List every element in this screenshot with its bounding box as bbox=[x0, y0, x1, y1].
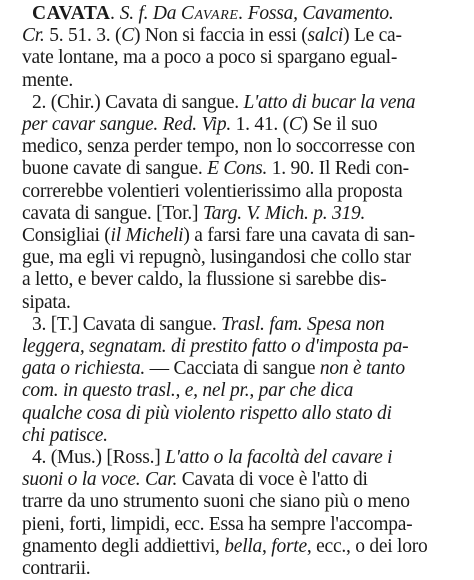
sense-2-line-2 bbox=[22, 114, 464, 136]
definition: leggera, segnatam. di prestito fatto o d'imposta pa- bbox=[22, 336, 409, 358]
etymon: Cavare bbox=[180, 3, 239, 24]
text: cavata di sangue. [Tor.] bbox=[22, 202, 203, 224]
text: Cavata di voce è l'atto di bbox=[177, 469, 368, 491]
sense-3-line-5 bbox=[22, 403, 464, 425]
text: buone cavate di sangue. bbox=[22, 158, 208, 180]
sense-2-line-6 bbox=[22, 203, 464, 225]
text: ) Non si faccia in essi ( bbox=[133, 25, 308, 47]
definition: gata o richiesta. bbox=[22, 358, 146, 380]
sense-4-line-3: trarre da uno strumento suoni che siano più o meno bbox=[22, 491, 410, 513]
sense-2-line-4 bbox=[22, 158, 464, 180]
sense-4-line-1 bbox=[22, 447, 464, 469]
sense-2-line-3: medico, senza perder tempo, non lo soccorresse con bbox=[22, 136, 416, 158]
definition: Trasl. fam. Spesa non bbox=[221, 313, 385, 335]
text: non è tanto bbox=[319, 358, 405, 380]
sense-2-line-7 bbox=[22, 225, 464, 247]
text: Consigliai ( bbox=[22, 225, 111, 247]
text: ) Se il suo bbox=[301, 114, 378, 136]
definition: L'atto o la facoltà del cavare i bbox=[165, 447, 393, 469]
sense-3-line-2 bbox=[22, 336, 464, 358]
entry-line-1 bbox=[22, 3, 464, 25]
definition: L'atto di bucar la vena bbox=[243, 91, 416, 113]
sense-3-line-4 bbox=[22, 380, 464, 402]
text: forte bbox=[271, 535, 307, 557]
text: salci bbox=[307, 25, 344, 47]
text: C bbox=[121, 25, 134, 47]
sense-label: 4. (Mus.) [Ross.] bbox=[32, 447, 166, 469]
grammar-label: . S. f. Da bbox=[110, 3, 181, 24]
source-ref: Cr. bbox=[22, 25, 45, 47]
sense-3-line-6 bbox=[22, 425, 464, 447]
sense-4-line-6: contrarii. bbox=[22, 558, 91, 580]
sense-4-line-2 bbox=[22, 469, 464, 491]
text: qualche cosa di più violento rispetto allo stato di bbox=[22, 402, 392, 424]
definition: . Fossa, Cavamento. bbox=[238, 3, 394, 24]
text: C bbox=[288, 114, 302, 136]
sense-3-line-3 bbox=[22, 358, 464, 380]
entry-line-4: mente. bbox=[22, 69, 74, 91]
sense-2-line-5: correrebbe volentieri volentierissimo alla proposta bbox=[22, 180, 403, 202]
text: bella bbox=[224, 535, 263, 557]
text: , bbox=[262, 535, 272, 557]
sense-4-line-5 bbox=[22, 536, 464, 558]
definition: per cavar sangue. Red. Vip. bbox=[22, 114, 231, 136]
text: il Micheli bbox=[110, 225, 184, 247]
entry-line-2 bbox=[22, 25, 464, 47]
sense-2-line-1 bbox=[22, 92, 464, 114]
sense-2-line-10: sipata. bbox=[22, 291, 71, 313]
text: chi patisce. bbox=[22, 424, 108, 446]
headword: CAVATA bbox=[32, 3, 111, 24]
sense-2-line-8: gue, ma egli vi repugnò, lusingandosi che collo star bbox=[22, 247, 411, 269]
sense-3-line-1 bbox=[22, 314, 464, 336]
text: 1. 90. Il Redi con- bbox=[267, 158, 409, 180]
definition: suoni o la voce. Car. bbox=[22, 469, 178, 491]
text: ) Le ca- bbox=[343, 25, 402, 47]
text: 1. 41. ( bbox=[230, 114, 289, 136]
source-ref: Targ. V. Mich. bbox=[202, 202, 309, 224]
entry-line-3: vate lontane, ma a poco a poco si spargano egual- bbox=[22, 47, 398, 69]
text: gnamento degli addiettivi, bbox=[22, 535, 225, 557]
text: 5. 51. 3. ( bbox=[44, 25, 122, 47]
sense-2-line-9: a letto, e bever caldo, la flussione si sarebbe dis- bbox=[22, 269, 387, 291]
source-ref: E Cons. bbox=[207, 158, 268, 180]
text: — Cacciata di sangue bbox=[145, 358, 320, 380]
sense-label: 3. [T.] Cavata di sangue. bbox=[32, 313, 222, 335]
sense-label: 2. (Chir.) Cavata di sangue. bbox=[32, 91, 244, 113]
sense-4-line-4: pieni, forti, limpidi, ecc. Essa ha sempre l'accompa- bbox=[22, 513, 413, 535]
text: ) a farsi fare una cavata di san- bbox=[183, 225, 415, 247]
text: com. in questo trasl., e, nel pr., par che dica bbox=[22, 380, 354, 402]
text: p. 319. bbox=[308, 202, 366, 224]
text: , ecc., o dei loro bbox=[306, 535, 428, 557]
